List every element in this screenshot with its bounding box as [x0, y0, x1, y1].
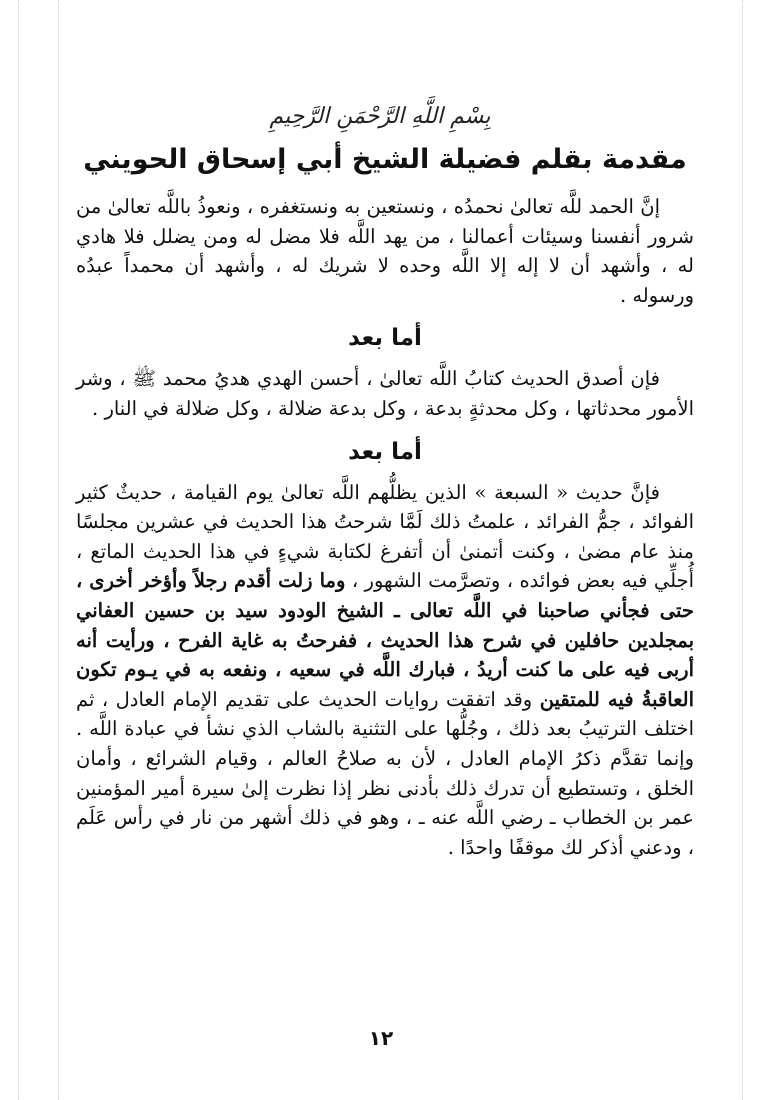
basmala-text: بِسْمِ اللَّهِ الرَّحْمَنِ الرَّحِيمِ — [269, 103, 491, 129]
right-page-edge — [742, 0, 743, 1100]
section-heading-2: أما بعد — [348, 438, 422, 465]
left-page-edge — [18, 0, 19, 1100]
third-paragraph-part-1: فإنَّ حديث « السبعة » الذين يظلُّهم اللَّه تعالىٰ يوم القيامة ، حديثٌ كثير الفوائد ، جمُّ الفرائد ، علمتُ ذلك لَمَّا شرحتُ هذا الحديث في عشرين مجلسًا منذ عام مضىٰ ، وكنت أتمنىٰ أن أتفرغ لكتابة شيءٍ في هذا الحديث الماتع ، أُجلِّي فيه بعض فوائده ، وتصرَّمت الشهور ، — [76, 480, 694, 593]
basmala-header — [190, 98, 570, 134]
section-heading-1: أما بعد — [348, 325, 422, 352]
intro-paragraph: إنَّ الحمد للَّه تعالىٰ نحمدُه ، ونستعين به ونستغفره ، ونعوذُ باللَّه تعالىٰ من شرور أنفسنا وسيئات أعمالنا ، من يهد اللَّه فلا مضل له ومن يضلل فلا هادي له ، وأشهد أن لا إله إلا اللَّه وحده لا شريك له ، وأشهد أن محمداً عبدُه ورسوله . — [76, 195, 694, 307]
third-paragraph-bold-part: وما زلت أقدم رجلاً وأؤخر أخرى ، حتى فجأني صاحبنا في اللَّه تعالى ـ الشيخ الودود سيد بن حسين العفاني بمجلدين حافلين في شرح هذا الحديث ، ففرحتُ به غاية الفرح ، ورأيت أنه أربى فيه على ما كنت أريدُ ، فبارك اللَّه في سعيه ، ونفعه به في يـوم تكون العاقبةُ فيه للمتقين — [76, 569, 695, 711]
inner-margin-line — [58, 0, 59, 1100]
second-paragraph: فإن أصدق الحديث كتابُ اللَّه تعالىٰ ، أحسن الهدي هديُ محمد ﷺ ، وشر الأمور محدثاتها ، وكل محدثةٍ بدعة ، وكل بدعة ضلالة ، وكل ضلالة في النار . — [76, 367, 694, 420]
third-paragraph-part-3: وقد اتفقت روايات الحديث على تقديم الإمام العادل ، ثم اختلف الترتيبُ بعد ذلك ، وجُلُّها على التثنية بالشاب الذي نشأ في عبادة اللَّه . وإنما تقدَّم ذكرُ الإمام العادل ، لأن به صلاحُ العالم ، وقيام الشرائع ، وأمان الخلق ، وتستطيع أن تدرك ذلك بأدنى نظر إذا نظرت إلىٰ سيرة أمير المؤمنين عمر بن الخطاب ـ رضي اللَّه عنه ـ ، وهو في ذلك أشهر من نار في رأس عَلَم ، ودعني أذكر لك موقفًا واحدًا . — [76, 687, 694, 859]
page-number: ١٢ — [368, 1026, 394, 1050]
document-body — [76, 192, 694, 862]
third-paragraph — [76, 478, 694, 863]
page-title: مقدمة بقلم فضيلة الشيخ أبي إسحاق الحويني — [83, 144, 687, 175]
